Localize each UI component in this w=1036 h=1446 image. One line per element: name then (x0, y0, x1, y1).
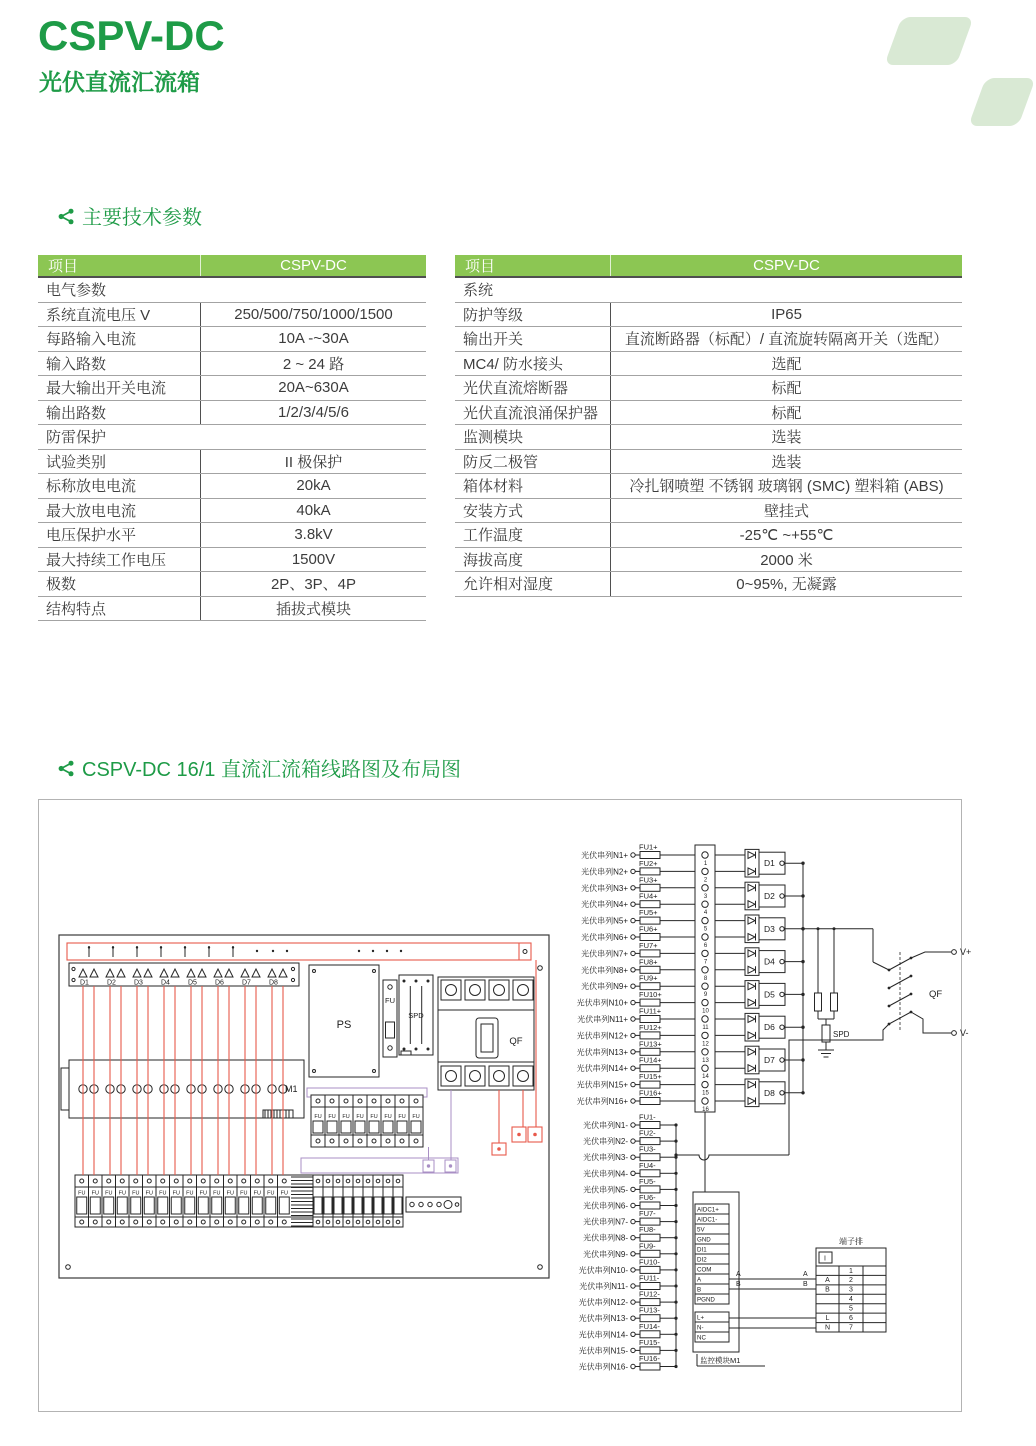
table-header (455, 255, 962, 278)
svg-text:光伏串列N15-: 光伏串列N15- (578, 1346, 628, 1356)
svg-text:3: 3 (849, 1286, 853, 1294)
row-value: 选装 (610, 425, 962, 449)
svg-text:5: 5 (703, 926, 708, 933)
svg-text:FU: FU (105, 1190, 113, 1197)
svg-text:N: N (824, 1324, 831, 1332)
svg-text:FU13+: FU13+ (639, 1039, 662, 1049)
svg-text:B: B (697, 1286, 702, 1294)
svg-text:6: 6 (703, 943, 708, 949)
row-value: 2 ~ 24 路 (200, 352, 426, 376)
svg-text:光伏串列N11+: 光伏串列N11+ (577, 1015, 628, 1024)
table-row (38, 474, 426, 499)
product-subtitle: 光伏直流汇流箱 (39, 69, 200, 95)
svg-text:监控模块M1: 监控模块M1 (700, 1356, 741, 1365)
svg-text:PS: PS (336, 1019, 352, 1031)
svg-text:D7: D7 (242, 979, 251, 987)
table-row (38, 548, 426, 573)
svg-text:FU: FU (314, 1114, 322, 1120)
svg-text:FU10+: FU10+ (639, 990, 662, 1000)
svg-text:15: 15 (702, 1090, 709, 1097)
svg-text:FU6-: FU6- (639, 1193, 656, 1202)
svg-text:FU7+: FU7+ (639, 940, 658, 950)
svg-text:FU14+: FU14+ (639, 1055, 662, 1065)
table-row (38, 376, 426, 401)
table-row (455, 352, 962, 377)
svg-text:D5: D5 (764, 989, 775, 1000)
svg-text:光伏串列N12-: 光伏串列N12- (578, 1298, 628, 1308)
row-value: 20kA (200, 474, 426, 498)
svg-text:DI2: DI2 (697, 1256, 707, 1264)
svg-text:光伏串列N8+: 光伏串列N8+ (581, 965, 628, 975)
svg-text:FU: FU (398, 1114, 406, 1120)
svg-text:光伏串列N13-: 光伏串列N13- (578, 1314, 628, 1324)
svg-text:L: L (825, 1314, 830, 1322)
svg-text:FU: FU (240, 1190, 248, 1197)
svg-text:FU13-: FU13- (639, 1305, 660, 1315)
svg-text:光伏串列N7-: 光伏串列N7- (583, 1217, 628, 1227)
table-row (455, 499, 962, 524)
svg-text:光伏串列N6-: 光伏串列N6- (583, 1201, 628, 1211)
row-value: 标配 (610, 401, 962, 425)
row-label: 防护等级 (463, 306, 524, 324)
row-value: -25℃ ~+55℃ (610, 523, 962, 547)
header-value-column: CSPV-DC (610, 255, 962, 276)
svg-text:光伏串列N8-: 光伏串列N8- (583, 1233, 628, 1243)
svg-text:D2: D2 (107, 979, 116, 987)
svg-text:5V: 5V (697, 1226, 705, 1234)
svg-text:FU8-: FU8- (639, 1225, 656, 1235)
svg-text:AIDC1+: AIDC1+ (697, 1206, 719, 1214)
svg-text:光伏串列N9+: 光伏串列N9+ (581, 982, 628, 992)
svg-text:QF: QF (929, 989, 943, 1000)
svg-text:FU: FU (159, 1190, 167, 1197)
row-value: 250/500/750/1000/1500 (200, 303, 426, 327)
svg-text:光伏串列N6+: 光伏串列N6+ (581, 933, 628, 942)
svg-text:光伏串列N3+: 光伏串列N3+ (581, 883, 628, 893)
svg-text:2: 2 (849, 1277, 853, 1285)
svg-text:FU: FU (370, 1114, 378, 1120)
svg-text:COM: COM (697, 1266, 712, 1274)
svg-text:光伏串列N1-: 光伏串列N1- (583, 1121, 628, 1130)
table-body (455, 278, 962, 597)
svg-text:N-: N- (697, 1324, 704, 1332)
combiner-box-diagram (39, 800, 972, 1411)
row-label: 极数 (46, 576, 77, 594)
table-row (38, 597, 426, 622)
row-label: 系统 (463, 282, 494, 300)
svg-text:D2: D2 (764, 891, 775, 901)
row-label: 试验类别 (46, 453, 107, 471)
svg-text:FU4+: FU4+ (639, 891, 658, 901)
svg-text:QF: QF (509, 1036, 523, 1047)
svg-text:FU: FU (385, 996, 395, 1005)
svg-text:FU2+: FU2+ (639, 858, 658, 868)
row-value: 冷扎钢喷塑 不锈钢 玻璃钢 (SMC) 塑料箱 (ABS) (610, 474, 962, 498)
row-label: 光伏直流熔断器 (463, 380, 569, 398)
svg-text:13: 13 (702, 1057, 709, 1064)
svg-text:FU: FU (328, 1114, 336, 1120)
svg-text:FU10-: FU10- (639, 1257, 660, 1267)
row-value: 2P、3P、4P (200, 572, 426, 596)
svg-text:B: B (825, 1286, 830, 1294)
svg-text:光伏串列N9-: 光伏串列N9- (583, 1249, 628, 1259)
svg-text:A: A (803, 1271, 808, 1278)
row-label: 允许相对湿度 (463, 576, 554, 594)
row-label: 防反二极管 (463, 453, 539, 471)
svg-text:A: A (736, 1271, 741, 1278)
svg-text:FU: FU (118, 1190, 126, 1197)
svg-text:FU: FU (78, 1190, 86, 1197)
svg-text:D4: D4 (161, 979, 170, 987)
row-value: 插拔式模块 (200, 597, 426, 621)
svg-text:FU: FU (199, 1190, 207, 1197)
svg-text:光伏串列N15+: 光伏串列N15+ (576, 1080, 628, 1090)
table-section-row (38, 278, 426, 303)
svg-text:D1: D1 (80, 979, 89, 987)
table-row (455, 450, 962, 475)
svg-text:FU: FU (412, 1114, 420, 1120)
svg-text:FU5-: FU5- (639, 1176, 656, 1186)
section-heading-label: CSPV-DC 16/1 直流汇流箱线路图及布局图 (82, 759, 461, 781)
svg-text:FU: FU (91, 1190, 99, 1197)
svg-text:PGND: PGND (697, 1296, 715, 1304)
row-label: 电气参数 (46, 282, 107, 300)
row-label: 海拔高度 (463, 551, 524, 569)
row-value: II 极保护 (200, 450, 426, 474)
svg-text:FU7-: FU7- (639, 1209, 656, 1219)
row-value: 1500V (200, 548, 426, 572)
svg-text:A: A (697, 1276, 702, 1284)
section-heading-params (58, 201, 202, 230)
svg-text:D8: D8 (269, 979, 278, 987)
spec-table-left (38, 255, 426, 621)
svg-text:FU: FU (267, 1190, 275, 1197)
svg-text:FU6+: FU6+ (639, 924, 658, 934)
table-row (38, 499, 426, 524)
row-label: 箱体材料 (463, 478, 524, 496)
svg-text:FU11+: FU11+ (639, 1006, 662, 1016)
svg-text:FU: FU (356, 1114, 364, 1120)
row-label: 标称放电电流 (46, 478, 137, 496)
row-label: 输入路数 (46, 355, 107, 373)
svg-text:D5: D5 (188, 979, 197, 987)
table-row (38, 303, 426, 328)
row-value: 选配 (610, 352, 962, 376)
svg-text:M1: M1 (285, 1084, 298, 1094)
svg-text:FU1+: FU1+ (639, 842, 658, 852)
table-section-row (38, 425, 426, 450)
row-value: 2000 米 (610, 548, 962, 572)
row-label: 最大放电电流 (46, 502, 137, 520)
svg-text:端子排: 端子排 (839, 1237, 863, 1246)
svg-text:FU9-: FU9- (639, 1241, 656, 1251)
decorative-parallelogram (884, 17, 973, 65)
svg-text:光伏串列N4+: 光伏串列N4+ (581, 900, 628, 910)
svg-text:FU16-: FU16- (639, 1354, 660, 1363)
table-row (38, 572, 426, 597)
table-row (38, 523, 426, 548)
table-row (455, 572, 962, 597)
svg-text:D1: D1 (764, 858, 775, 869)
svg-text:14: 14 (702, 1074, 709, 1081)
svg-text:光伏串列N1+: 光伏串列N1+ (581, 851, 628, 860)
svg-text:D8: D8 (764, 1087, 775, 1098)
row-label: 结构特点 (46, 600, 107, 618)
share-icon (58, 208, 75, 225)
row-label: 安装方式 (463, 502, 524, 520)
row-label: 每路输入电流 (46, 331, 137, 349)
svg-text:11: 11 (702, 1025, 709, 1031)
table-row (455, 376, 962, 401)
table-section-row (455, 278, 962, 303)
product-title: CSPV-DC (38, 12, 225, 59)
svg-text:10: 10 (702, 1008, 709, 1015)
svg-text:1: 1 (703, 861, 708, 867)
header-value-column: CSPV-DC (200, 255, 426, 276)
row-value: 20A~630A (200, 376, 426, 400)
row-value: 标配 (610, 376, 962, 400)
table-row (455, 327, 962, 352)
svg-text:光伏串列N12+: 光伏串列N12+ (576, 1031, 628, 1041)
row-label: 系统直流电压 V (46, 306, 151, 324)
svg-text:AIDC1-: AIDC1- (697, 1216, 718, 1224)
svg-text:FU: FU (186, 1190, 194, 1197)
header-item-column: 项目 (465, 258, 496, 275)
row-label: 最大持续工作电压 (46, 551, 167, 569)
svg-text:光伏串列N5+: 光伏串列N5+ (581, 916, 628, 926)
svg-text:4: 4 (849, 1296, 853, 1304)
svg-text:光伏串列N10-: 光伏串列N10- (578, 1265, 628, 1275)
spec-table-right (455, 255, 962, 597)
table-row (455, 523, 962, 548)
table-row (455, 474, 962, 499)
svg-text:光伏串列N5-: 光伏串列N5- (583, 1185, 628, 1195)
svg-text:FU: FU (213, 1190, 221, 1197)
svg-text:FU16+: FU16+ (639, 1088, 662, 1098)
svg-text:FU: FU (132, 1190, 140, 1197)
section-heading-label: 主要技术参数 (82, 207, 202, 229)
table-row (38, 401, 426, 426)
row-value: 1/2/3/4/5/6 (200, 401, 426, 425)
svg-text:FU: FU (172, 1190, 180, 1197)
svg-text:SPD: SPD (408, 1011, 424, 1020)
svg-text:光伏串列N7+: 光伏串列N7+ (581, 949, 628, 959)
svg-text:7: 7 (703, 959, 708, 966)
svg-text:DI1: DI1 (697, 1246, 707, 1254)
svg-text:B: B (736, 1281, 741, 1288)
wiring-and-layout-diagram (38, 799, 972, 1412)
svg-text:5: 5 (849, 1305, 853, 1313)
svg-text:L+: L+ (697, 1314, 705, 1322)
svg-text:D7: D7 (764, 1055, 775, 1065)
svg-text:I: I (824, 1255, 826, 1263)
row-value: IP65 (610, 303, 962, 327)
svg-text:D6: D6 (764, 1022, 775, 1033)
row-label: 防雷保护 (46, 429, 107, 447)
row-label: 光伏直流浪涌保护器 (463, 404, 599, 422)
table-row (38, 450, 426, 475)
svg-text:D3: D3 (134, 979, 143, 987)
svg-text:光伏串列N2+: 光伏串列N2+ (581, 867, 628, 877)
table-row (455, 401, 962, 426)
svg-text:FU3+: FU3+ (639, 875, 658, 885)
table-row (455, 303, 962, 328)
svg-text:FU3-: FU3- (639, 1144, 656, 1154)
svg-text:光伏串列N16-: 光伏串列N16- (578, 1362, 628, 1372)
svg-text:FU: FU (253, 1190, 261, 1197)
row-label: MC4/ 防水接头 (463, 355, 564, 373)
svg-text:FU5+: FU5+ (639, 908, 658, 918)
svg-text:GND: GND (697, 1236, 711, 1244)
header-item-column: 项目 (48, 258, 79, 275)
svg-text:FU15-: FU15- (639, 1337, 660, 1347)
table-row (455, 548, 962, 573)
row-value: 3.8kV (200, 523, 426, 547)
row-value: 0~95%, 无凝露 (610, 572, 962, 596)
svg-text:FU8+: FU8+ (639, 957, 658, 967)
row-label: 输出开关 (463, 331, 524, 349)
share-icon (58, 760, 75, 777)
svg-text:光伏串列N16+: 光伏串列N16+ (576, 1097, 628, 1106)
svg-text:D4: D4 (764, 956, 775, 967)
decorative-parallelogram (968, 78, 1035, 126)
svg-text:FU: FU (342, 1114, 350, 1120)
svg-text:9: 9 (703, 992, 708, 999)
table-row (455, 425, 962, 450)
row-value: 40kA (200, 499, 426, 523)
svg-text:1: 1 (849, 1267, 853, 1275)
table-row (38, 352, 426, 377)
svg-text:FU: FU (226, 1190, 234, 1197)
svg-text:6: 6 (849, 1314, 853, 1322)
svg-text:A: A (825, 1277, 830, 1285)
svg-text:V-: V- (960, 1028, 969, 1038)
svg-text:光伏串列N10+: 光伏串列N10+ (576, 998, 628, 1008)
svg-text:FU14-: FU14- (639, 1321, 660, 1331)
svg-text:光伏串列N14+: 光伏串列N14+ (576, 1064, 628, 1074)
svg-text:2: 2 (703, 877, 708, 884)
svg-text:4: 4 (703, 910, 708, 917)
svg-text:D6: D6 (215, 979, 224, 987)
svg-text:FU: FU (384, 1114, 392, 1120)
table-header (38, 255, 426, 278)
table-body (38, 278, 426, 621)
row-label: 电压保护水平 (46, 527, 137, 545)
row-value: 壁挂式 (610, 499, 962, 523)
svg-text:7: 7 (849, 1324, 853, 1332)
svg-text:光伏串列N3-: 光伏串列N3- (583, 1153, 628, 1163)
row-value: 10A -~30A (200, 327, 426, 351)
svg-text:FU: FU (280, 1190, 288, 1197)
svg-text:FU2-: FU2- (639, 1128, 656, 1138)
row-value: 选装 (610, 450, 962, 474)
svg-text:FU15+: FU15+ (639, 1072, 662, 1082)
row-label: 最大输出开关电流 (46, 380, 167, 398)
table-row (38, 327, 426, 352)
svg-text:FU4-: FU4- (639, 1160, 656, 1170)
svg-text:FU9+: FU9+ (639, 973, 658, 983)
svg-text:B: B (803, 1281, 808, 1288)
svg-text:FU: FU (145, 1190, 153, 1197)
svg-text:光伏串列N2-: 光伏串列N2- (583, 1137, 628, 1147)
row-value: 直流断路器（标配）/ 直流旋转隔离开关（选配） (610, 327, 962, 351)
svg-text:光伏串列N14-: 光伏串列N14- (578, 1330, 628, 1340)
svg-text:FU1-: FU1- (639, 1112, 656, 1122)
row-label: 工作温度 (463, 527, 524, 545)
svg-text:3: 3 (703, 893, 708, 900)
svg-text:光伏串列N13+: 光伏串列N13+ (576, 1047, 628, 1057)
svg-text:8: 8 (703, 975, 708, 982)
svg-text:光伏串列N4-: 光伏串列N4- (583, 1169, 628, 1179)
row-label: 监测模块 (463, 429, 524, 447)
svg-text:FU12+: FU12+ (639, 1022, 662, 1032)
row-label: 输出路数 (46, 404, 107, 422)
svg-text:FU12-: FU12- (639, 1289, 660, 1299)
svg-text:D3: D3 (764, 923, 775, 934)
section-heading-diagram (58, 753, 461, 782)
svg-text:FU11-: FU11- (639, 1273, 660, 1283)
svg-text:16: 16 (702, 1107, 709, 1113)
svg-text:NC: NC (697, 1334, 706, 1342)
svg-text:12: 12 (702, 1041, 709, 1048)
svg-text:光伏串列N11-: 光伏串列N11- (579, 1282, 628, 1291)
svg-text:SPD: SPD (833, 1030, 850, 1039)
svg-text:V+: V+ (960, 947, 972, 957)
